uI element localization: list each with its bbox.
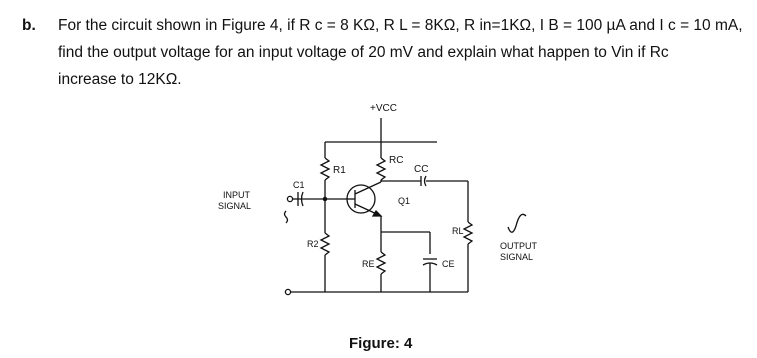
r2-resistor bbox=[321, 233, 329, 255]
input-label-line1: INPUT bbox=[223, 190, 250, 200]
c1-label: C1 bbox=[293, 180, 305, 190]
output-label-line2: SIGNAL bbox=[500, 252, 534, 262]
output-label-line1: OUTPUT bbox=[500, 241, 537, 251]
r1-label: R1 bbox=[333, 165, 346, 176]
r2-label: R2 bbox=[307, 239, 319, 249]
q1-label: Q1 bbox=[398, 196, 411, 206]
figure-caption: Figure: 4 bbox=[349, 335, 413, 352]
rl-resistor bbox=[464, 222, 472, 244]
cc-plate-b bbox=[425, 176, 427, 186]
question-line-1: For the circuit shown in Figure 4, if R c = 8 KΩ, R L = 8KΩ, R in=1KΩ, I B = 100 µA and I c = 10 mA, bbox=[58, 17, 743, 34]
cc-label: CC bbox=[414, 164, 429, 175]
question-line-2: find the output voltage for an input voltage of 20 mV and explain what happen to Vin if Rc bbox=[58, 44, 669, 61]
ce-label: CE bbox=[442, 259, 455, 269]
input-label-line2: SIGNAL bbox=[218, 201, 252, 211]
re-resistor bbox=[377, 252, 385, 274]
r1-resistor bbox=[321, 158, 329, 180]
rc-resistor bbox=[377, 158, 385, 180]
question-label: b. bbox=[22, 17, 36, 34]
ground-terminal bbox=[285, 289, 290, 294]
question-line-3: increase to 12KΩ. bbox=[58, 71, 182, 88]
vcc-label: +VCC bbox=[370, 103, 397, 114]
rl-label: RL bbox=[452, 226, 464, 236]
rc-label: RC bbox=[389, 155, 404, 166]
output-signal-glyph bbox=[508, 214, 526, 232]
input-terminal bbox=[287, 196, 292, 201]
re-label: RE bbox=[362, 259, 375, 269]
input-signal-glyph bbox=[285, 211, 288, 223]
